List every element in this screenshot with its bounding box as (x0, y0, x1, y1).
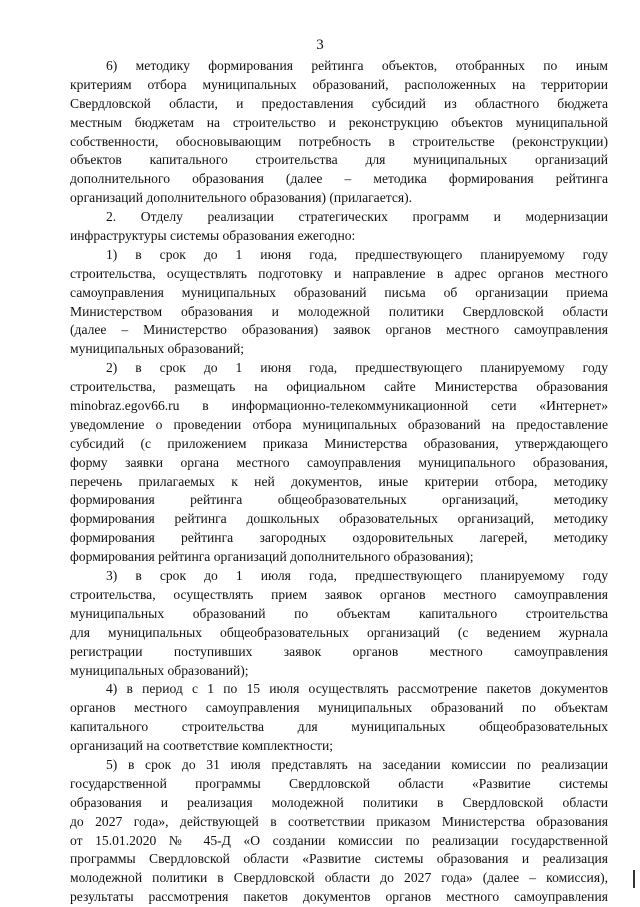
text-line: от 15.01.2020 № 45-Д «О создании комиссии по реализации государственной (70, 832, 608, 848)
text-line: для муниципальных общеобразовательных организаций (с ведением журнала (70, 624, 608, 640)
text-line: программы Свердловской области «Развитие системы образования и реализация (70, 851, 608, 867)
text-line: minobraz.egov66.ru в информационно-телекоммуникационной сети «Интернет» (70, 398, 608, 414)
text-line: Министерством образования и молодежной политики Свердловской области (70, 303, 608, 319)
text-line: муниципальных образований; (70, 341, 245, 357)
text-line: строительства, размещать на официальном сайте Министерства образования (70, 379, 608, 395)
text-line: 2. Отделу реализации стратегических программ и модернизации (106, 209, 608, 225)
text-line: Свердловской области, и предоставления субсидий из областного бюджета (70, 95, 608, 111)
text-line: результаты рассмотрения пакетов документов органов местного самоуправления (70, 889, 608, 905)
text-line: регистрации поступивших заявок органов местного самоуправления (70, 643, 608, 659)
text-line: критериям отбора муниципальных образований, расположенных на территории (70, 76, 608, 92)
text-line: 5) в срок до 31 июля представлять на заседании комиссии по реализации (106, 756, 608, 772)
text-line: перечень прилагаемых к ней документов, иные критерии отбора, методику (70, 473, 608, 489)
text-line: капитального строительства для муниципальных общеобразовательных (70, 719, 608, 735)
text-line: 3) в срок до 1 июля года, предшествующего планируемому году (106, 568, 608, 584)
document-body (70, 57, 608, 907)
text-line: строительства, осуществлять подготовку и направление в адрес органов местного (70, 265, 608, 281)
text-line: организаций дополнительного образования) (прилагается). (70, 190, 413, 206)
text-line: 2) в срок до 1 июня года, предшествующего планируемому году (106, 360, 608, 376)
text-line: 6) методику формирования рейтинга объектов, отобранных по иным (106, 58, 608, 73)
text-line: формирования рейтинга дошкольных образовательных организаций, методику (70, 511, 608, 527)
text-line: формирования рейтинга загородных оздоровительных лагерей, методику (70, 530, 608, 546)
text-line: дополнительного образования (далее – методика формирования рейтинга (70, 171, 608, 187)
text-line: уведомление о проведении отбора муниципальных образований на предоставление (70, 416, 608, 432)
text-line: форму заявки органа местного самоуправления муниципального образования, (70, 454, 608, 470)
text-line: 1) в срок до 1 июня года, предшествующего планируемому году (106, 246, 608, 262)
text-line: формирования рейтинга общеобразовательных организаций, методику (70, 492, 608, 508)
text-line: инфраструктуры системы образования ежегодно: (70, 228, 356, 244)
text-line: местным бюджетам на строительство и реконструкцию объектов муниципальной (70, 114, 608, 130)
text-line: (далее – Министерство образования) заявок органов местного самоуправления (70, 322, 608, 338)
text-line: субсидий (с приложением приказа Министерства образования, утверждающего (70, 435, 608, 451)
text-line: объектов капитального строительства для муниципальных организаций (70, 152, 608, 168)
text-line: собственности, обосновывающим потребность в строительстве (реконструкции) (70, 133, 608, 149)
text-line: образования и реализация молодежной политики в Свердловской области (70, 794, 608, 810)
text-line: формирования рейтинга организаций дополнительного образования); (70, 549, 474, 565)
text-line: муниципальных образований по объектам капитального строительства (70, 605, 608, 621)
text-line: молодежной политики в Свердловской области до 2027 года» (далее – комиссия), (70, 870, 608, 886)
text-line: 4) в период с 1 по 15 июля осуществлять рассмотрение пакетов документов (106, 681, 608, 697)
text-line: до 2027 года», действующей в соответствии приказом Министерства образования (70, 813, 608, 829)
page-number: 3 (316, 37, 324, 53)
text-line: муниципальных образований); (70, 662, 249, 678)
text-line: организаций на соответствие комплектности; (70, 738, 334, 754)
text-line: органов местного самоуправления муниципальных образований по объектам (70, 700, 608, 716)
scan-edge-mark (633, 870, 635, 888)
text-line: самоуправления муниципальных образований письма об организации приема (70, 284, 608, 300)
text-line: строительства, осуществлять прием заявок органов местного самоуправления (70, 586, 608, 602)
text-line: государственной программы Свердловской области «Развитие системы (70, 775, 608, 791)
